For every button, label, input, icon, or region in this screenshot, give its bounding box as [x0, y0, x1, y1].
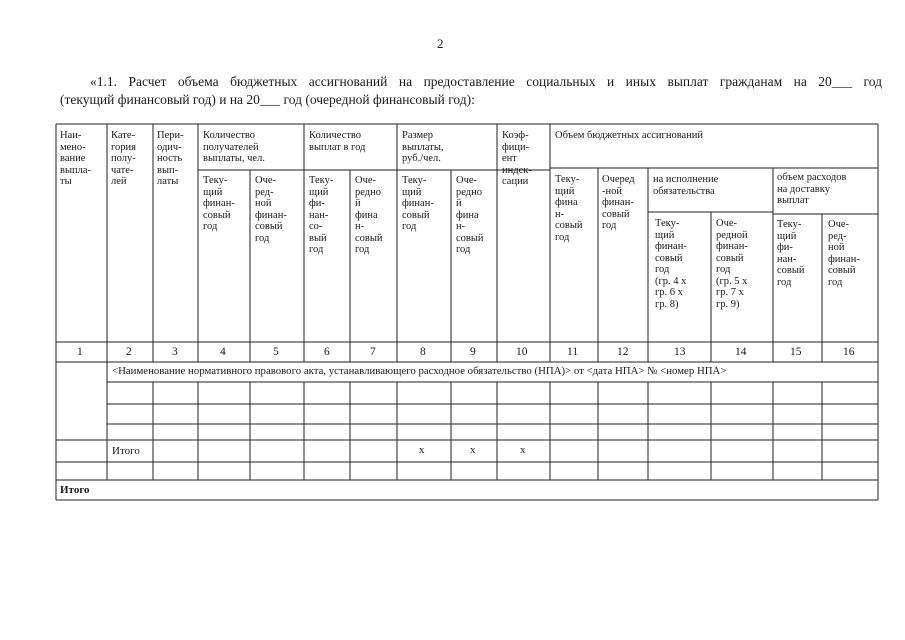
- column-number: 15: [790, 346, 802, 358]
- header-amount-next: Оче- редно й фина н- совый год: [456, 175, 484, 255]
- header-volume: Объем бюджетных ассигнований: [555, 130, 704, 141]
- subtotal-label: Итого: [112, 445, 140, 457]
- column-number: 11: [567, 346, 579, 358]
- header-obligation-cur: Теку- щий финан- совый год (гр. 4 х гр. 6 х гр. 8): [655, 218, 687, 310]
- column-number: 1: [77, 346, 83, 358]
- header-recipients-next: Оче- ред- ной финан- совый год: [255, 175, 287, 244]
- header-delivery-cur: Теку- щий фи- нан- совый год: [777, 219, 805, 288]
- column-number: 9: [470, 346, 476, 358]
- header-volume-next: Очеред -ной финан- совый год: [602, 174, 635, 231]
- column-number: 8: [420, 346, 426, 358]
- header-delivery-next: Оче- ред- ной финан- совый год: [828, 219, 860, 288]
- header-name: Наи- мено- вание выпла- ты: [60, 130, 92, 187]
- header-obligation: на исполнение обязательства: [653, 174, 719, 197]
- column-number: 10: [516, 346, 528, 358]
- column-number: 16: [843, 346, 855, 358]
- intro-line-1: «1.1. Расчет объема бюджетных ассигнований на предоставление социальных и иных выплат гражданам на 20___ год: [90, 74, 882, 89]
- column-number: 12: [617, 346, 629, 358]
- npa-row-label: <Наименование нормативного правового акта, устанавливающего расходное обязательство (НПА)> от <дата НПА> № <номер НПА>: [112, 365, 727, 377]
- total-label: Итого: [60, 484, 90, 496]
- column-number: 2: [126, 346, 132, 358]
- header-category: Кате- гория полу- чате- лей: [111, 130, 136, 187]
- column-number: 14: [735, 346, 747, 358]
- header-amount-cur: Теку- щий финан- совый год: [402, 175, 434, 232]
- page-number: 2: [437, 36, 444, 51]
- header-payments-cur: Теку- щий фи- нан- со- вый год: [309, 175, 334, 255]
- column-number: 13: [674, 346, 686, 358]
- column-number: 7: [370, 346, 376, 358]
- header-recipients-cur: Теку- щий финан- совый год: [203, 175, 235, 232]
- header-amount: Размер выплаты, руб./чел.: [402, 130, 444, 164]
- subtotal-mark-col9: x: [470, 444, 476, 456]
- column-number: 3: [172, 346, 178, 358]
- header-coef: Коэф- фици- ент индек- сации: [502, 130, 532, 187]
- subtotal-mark-col10: x: [520, 444, 526, 456]
- header-delivery: объем расходов на доставку выплат: [777, 172, 847, 206]
- subtotal-mark-col8: x: [419, 444, 425, 456]
- header-period: Пери- одич- ность вып- латы: [157, 130, 184, 187]
- header-payments: Количество выплат в год: [309, 130, 366, 153]
- header-recipients: Количество получателей выплаты, чел.: [203, 130, 265, 164]
- intro-line-2: (текущий финансовый год) и на 20___ год (очередной финансовый год):: [60, 92, 475, 107]
- column-number: 5: [273, 346, 279, 358]
- header-volume-cur: Теку- щий фина н- совый год: [555, 174, 583, 243]
- column-number: 6: [324, 346, 330, 358]
- header-obligation-next: Оче- редной финан- совый год (гр. 5 х гр. 7 х гр. 9): [716, 218, 748, 310]
- header-payments-next: Оче- редно й фина н- совый год: [355, 175, 383, 255]
- column-number: 4: [220, 346, 226, 358]
